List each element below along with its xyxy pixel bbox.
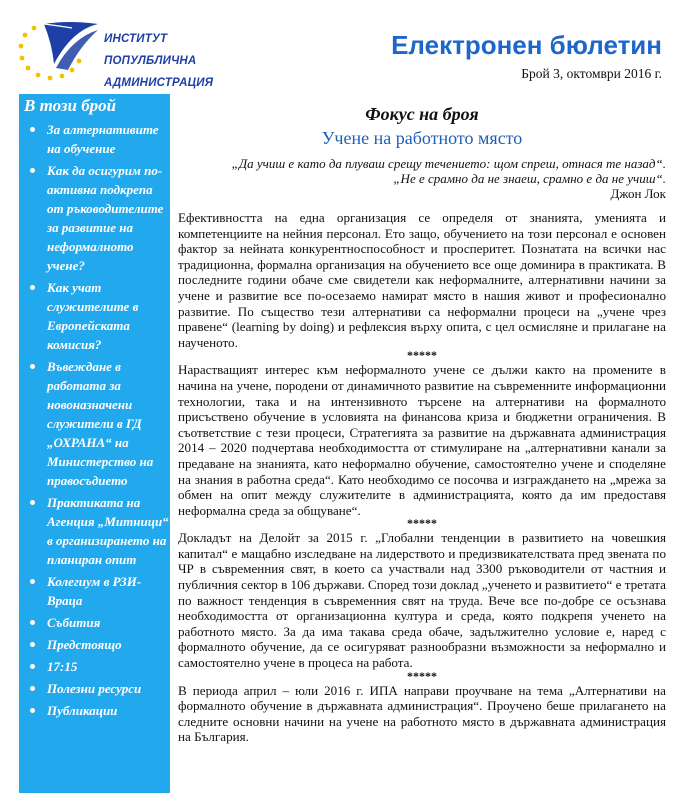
bullet-icon xyxy=(30,642,35,647)
bullet-icon xyxy=(30,168,35,173)
institute-logo xyxy=(14,14,104,86)
article-subtitle: Учене на работното място xyxy=(321,128,523,148)
bullet-icon xyxy=(30,127,35,132)
sidebar-item-label: Полезни ресурси xyxy=(47,681,142,696)
bullet-icon xyxy=(30,708,35,713)
quote-line: „Не е срамно да не знаеш, срамно е да не учиш“. xyxy=(393,171,666,186)
institute-name xyxy=(104,28,264,94)
bullet-icon xyxy=(30,579,35,584)
main-content xyxy=(178,102,666,745)
article-paragraph: В периода април – юли 2016 г. ИПА направи проучване на тема „Алтернативи на формалното обучение в държавната администрация“. Проучено беше прилагането на следните основни начини на учене на работното място в държавната администрация на България. xyxy=(178,682,666,745)
sidebar-item-label: Практиката на Агенция „Митници“ в организирането на планиран опит xyxy=(47,495,169,567)
sidebar-item[interactable] xyxy=(23,120,169,158)
sidebar-item[interactable] xyxy=(23,572,169,610)
bulletin-title: Електронен бюлетин xyxy=(391,30,662,60)
sidebar-item-label: Как да осигурим по-активна подкрепа от ръководителите за развитие на неформалното учене? xyxy=(47,163,164,273)
sidebar-item-label: Въвеждане в работата за новоназначени служители в ГД „ОХРАНА“ на Министерство на правосъдието xyxy=(47,359,154,488)
separator: ***** xyxy=(407,348,437,363)
bullet-icon xyxy=(30,364,35,369)
bullet-icon xyxy=(30,620,35,625)
sidebar-item-label: 17:15 xyxy=(47,659,78,674)
quote-line: „Да учиш е като да плуваш срещу течението: щом спреш, отнася те назад“. xyxy=(231,156,666,171)
sidebar-item-label: Колегиум в РЗИ-Враца xyxy=(47,574,142,608)
sidebar-item[interactable] xyxy=(23,493,169,569)
sidebar-item[interactable] xyxy=(23,657,169,676)
sidebar xyxy=(19,94,170,793)
bullet-icon xyxy=(30,664,35,669)
article-paragraph: Ефективността на една организация се определя от знанията, уменията и компетенциите на нейния персонал. Ето защо, обучението на този персонал е основен фактор за нейната конкурентноспособност и просперитет. Познатата на всички нас традиционна, формална организация на обучението все още доминира в практиката. В последните години обаче сме свидетели как неформалните, алтернативни начини за учене и развитие все по-осезаемо намират място в нашия живот и професионално развитие. По същество тези алтернативи са неформални процеси на „учене чрез правене“ (learning by doing) и рефлексия върху опита, с цел осмисляне и прилагане на наученото. xyxy=(178,210,666,350)
sidebar-item[interactable] xyxy=(23,357,169,490)
sidebar-item[interactable] xyxy=(23,635,169,654)
institute-line: АДМИНИСТРАЦИЯ xyxy=(104,77,214,89)
sidebar-item[interactable] xyxy=(23,278,169,354)
sidebar-item[interactable] xyxy=(23,161,169,275)
institute-line: ПОПУЛБЛИЧНА xyxy=(104,55,197,67)
sidebar-item[interactable] xyxy=(23,613,169,632)
separator: ***** xyxy=(407,668,437,683)
issue-label: Брой 3, октомври 2016 г. xyxy=(521,66,662,81)
sidebar-item-label: За алтернативите на обучение xyxy=(47,122,159,156)
bullet-icon xyxy=(30,500,35,505)
sidebar-item-label: Как учат служителите в Европейската комисия? xyxy=(47,280,139,352)
sidebar-item-label: Публикации xyxy=(47,703,118,718)
separator: ***** xyxy=(407,516,437,531)
sidebar-item[interactable] xyxy=(23,701,169,720)
bullet-icon xyxy=(30,285,35,290)
sidebar-title: В този брой xyxy=(24,96,117,115)
sidebar-list xyxy=(23,120,169,723)
quote-author: Джон Лок xyxy=(610,186,666,201)
article-paragraph: Докладът на Делойт за 2015 г. „Глобални тенденции в развитието на човешкия капитал“ е мащабно изследване на лидерството и предизвикателствата пред звената по ЧР в съвременния свят, в което са участвали над 3300 ръководители от частния и публичния сектор в 106 държави. Според този доклад „ученето и развитието“ е третата по важност тенденция в съвременния свят на труда. Вече все по-добре се осъзнава необходимостта от организационна култура и среда, която подкрепя ученето на работното място. За да има такава среда обаче, задължително условие е, наред с формалното обучение, да се осигуряват разнообразни възможности за неформално и самостоятелно учене в процеса на работа. xyxy=(178,530,666,671)
institute-line: ИНСТИТУТ xyxy=(104,33,168,45)
sidebar-item-label: Събития xyxy=(47,615,101,630)
focus-title: Фокус на броя xyxy=(365,104,479,124)
article-paragraph: Нарастващият интерес към неформалното учене се дължи както на промените в начина на учене, породени от динамичното развитие на съвременните информационни технологии, така и на интензивното търсене на алтернативи на формалното присъствено обучение в условията на финансова криза и бюджетни ограничения. В съответствие с тези процеси, Стратегията за развитие на държавната администрация 2014 – 2020 подчертава необходимостта от стимулиране на „алтернативни канали за предаване на знанията, като неформално обучение, самостоятелно учене и споделяне на знания в работна среда“. Като необходимо се посочва и изграждането на „мрежа за обмен на опит между служителите в администрацията, която да им предоставя неформална среда за общуване“. xyxy=(178,362,666,518)
sidebar-item-label: Предстоящо xyxy=(47,637,122,652)
bullet-icon xyxy=(30,686,35,691)
swoosh-icon xyxy=(44,22,98,70)
sidebar-item[interactable] xyxy=(23,679,169,698)
